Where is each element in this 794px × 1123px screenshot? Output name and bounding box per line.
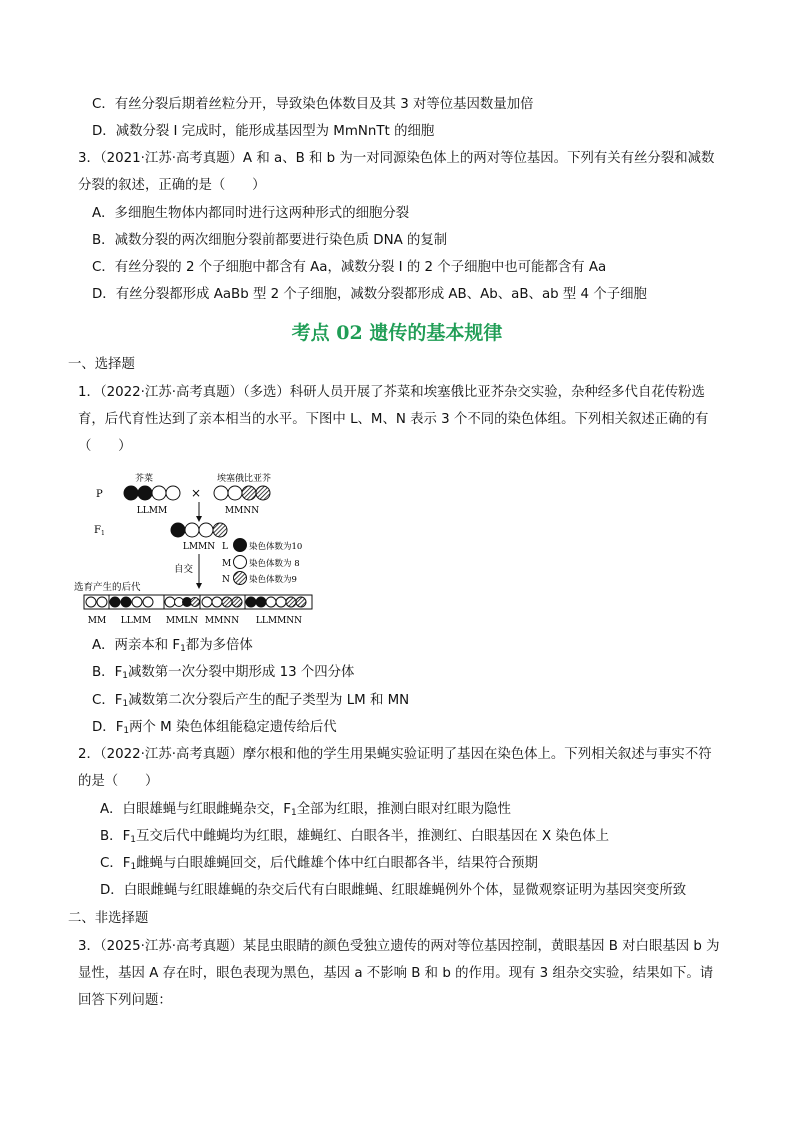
question-stem: 育，后代育性达到了亲本相当的水平。下图中 L、M、N 表示 3 个不同的染色体组。下列相关叙述正确的有 bbox=[78, 412, 709, 427]
cross-sign: × bbox=[190, 486, 202, 500]
question-option-b: B．$F_1$减数第一次分裂中期形成 13 个四分体 bbox=[92, 665, 355, 681]
question-stem: 1．（2022·江苏·高考真题）（多选）科研人员开展了芥菜和埃塞俄比亚芥杂交实验，杂种经多代自花传粉选 bbox=[78, 385, 705, 400]
question-option-c: C．有丝分裂的 2 个子细胞中都含有 Aa，减数分裂 Ⅰ 的 2 个子细胞中也可能都含有 Aa bbox=[92, 260, 607, 275]
question-stem: （ ） bbox=[78, 439, 132, 454]
question-option-c: C．$F_1$减数第二次分裂后产生的配子类型为 LM 和 MN bbox=[92, 693, 410, 709]
parent1-genome-circles bbox=[124, 486, 180, 500]
parent2-label: 埃塞俄比亚芥 bbox=[216, 474, 272, 484]
legend-text-m: 染色体数为 8 bbox=[249, 559, 300, 569]
legend-text-l: 染色体数为10 bbox=[249, 542, 303, 552]
legend-text-n: 染色体数为9 bbox=[249, 575, 297, 585]
genome-label-llmm: LLMM bbox=[120, 616, 152, 626]
question-option-d: D．有丝分裂都形成 AaBb 型 2 个子细胞，减数分裂都形成 AB、Ab、aB、ab 型 4 个子细胞 bbox=[92, 287, 647, 302]
genome-label-llmmnn: LLMMNN bbox=[255, 616, 303, 626]
question-option-a: A．白眼雄蝇与红眼雌蝇杂交，$F_1$全部为红眼，推测白眼对红眼为隐性 bbox=[100, 802, 511, 818]
question-stem: 3．（2021·江苏·高考真题）A 和 a、B 和 b 为一对同源染色体上的两对等位基因。下列有关有丝分裂和减数 bbox=[78, 151, 715, 166]
f1-label: $F_1$ bbox=[94, 525, 105, 537]
chromosome-cross-diagram bbox=[70, 468, 330, 626]
parent1-label: 芥菜 bbox=[134, 474, 154, 484]
parent2-genome-circles bbox=[214, 486, 270, 500]
question-option-b: B．减数分裂的两次细胞分裂前都要进行染色质 DNA 的复制 bbox=[92, 233, 448, 248]
question-stem: 显性，基因 A 存在时，眼色表现为黑色，基因 a 不影响 B 和 b 的作用。现有 3 组杂交实验，结果如下。请 bbox=[78, 966, 714, 981]
question-option-d: D．$F_1$两个 M 染色体组能稳定遗传给后代 bbox=[92, 720, 337, 736]
question-option-c: C．$F_1$雌蝇与白眼雄蝇回交，后代雌雄个体中红白眼都各半，结果符合预期 bbox=[100, 856, 538, 872]
f1-genome-circles bbox=[171, 523, 227, 537]
section-heading: 一、选择题 bbox=[68, 357, 135, 372]
question-stem: 2．（2022·江苏·高考真题）摩尔根和他的学生用果蝇实验证明了基因在染色体上。下列相关叙述与事实不符 bbox=[78, 747, 712, 762]
legend bbox=[222, 539, 302, 586]
legend-key-n: N bbox=[222, 575, 230, 585]
parent1-genome: LLMM bbox=[136, 506, 168, 516]
question-option-c: C．有丝分裂后期着丝粒分开，导致染色体数目及其 3 对等位基因数量加倍 bbox=[92, 97, 534, 112]
question-option-a: A．多细胞生物体内都同时进行这两种形式的细胞分裂 bbox=[92, 206, 410, 221]
genome-label-mmnn: MMNN bbox=[204, 616, 240, 626]
question-stem: 回答下列问题： bbox=[78, 993, 172, 1008]
self-cross-label: 自交 bbox=[174, 564, 194, 575]
legend-key-m: M bbox=[222, 559, 232, 569]
section-title: 考点 02 遗传的基本规律 bbox=[291, 322, 503, 344]
question-stem: 的是（ ） bbox=[78, 774, 159, 789]
genome-label-mmln: MMLN bbox=[165, 616, 199, 626]
section-heading: 二、非选择题 bbox=[68, 911, 149, 926]
question-option-a: A．两亲本和 $F_1$都为多倍体 bbox=[92, 638, 253, 654]
p-label: P bbox=[96, 489, 103, 500]
parent2-genome: MMNN bbox=[224, 506, 260, 516]
question-option-d: D．白眼雌蝇与红眼雄蝇的杂交后代有白眼雌蝇、红眼雄蝇例外个体，显微观察证明为基因突变所致 bbox=[100, 883, 687, 898]
question-stem: 3．（2025·江苏·高考真题）某昆虫眼睛的颜色受独立遗传的两对等位基因控制，黄眼基因 B 对白眼基因 b 为 bbox=[78, 939, 720, 954]
question-stem: 分裂的叙述，正确的是（ ） bbox=[78, 178, 266, 193]
f1-genome: LMMN bbox=[182, 542, 216, 552]
offspring-genomes-bar bbox=[84, 595, 312, 609]
genome-label-mm: MM bbox=[87, 616, 107, 626]
offspring-label: 选育产生的后代 bbox=[74, 582, 141, 593]
legend-key-l: L bbox=[222, 542, 228, 552]
question-option-d: D．减数分裂 Ⅰ 完成时，能形成基因型为 MmNnTt 的细胞 bbox=[92, 124, 435, 139]
question-option-b: B．$F_1$互交后代中雌蝇均为红眼，雄蝇红、白眼各半，推测红、白眼基因在 X 染色体上 bbox=[100, 829, 609, 845]
